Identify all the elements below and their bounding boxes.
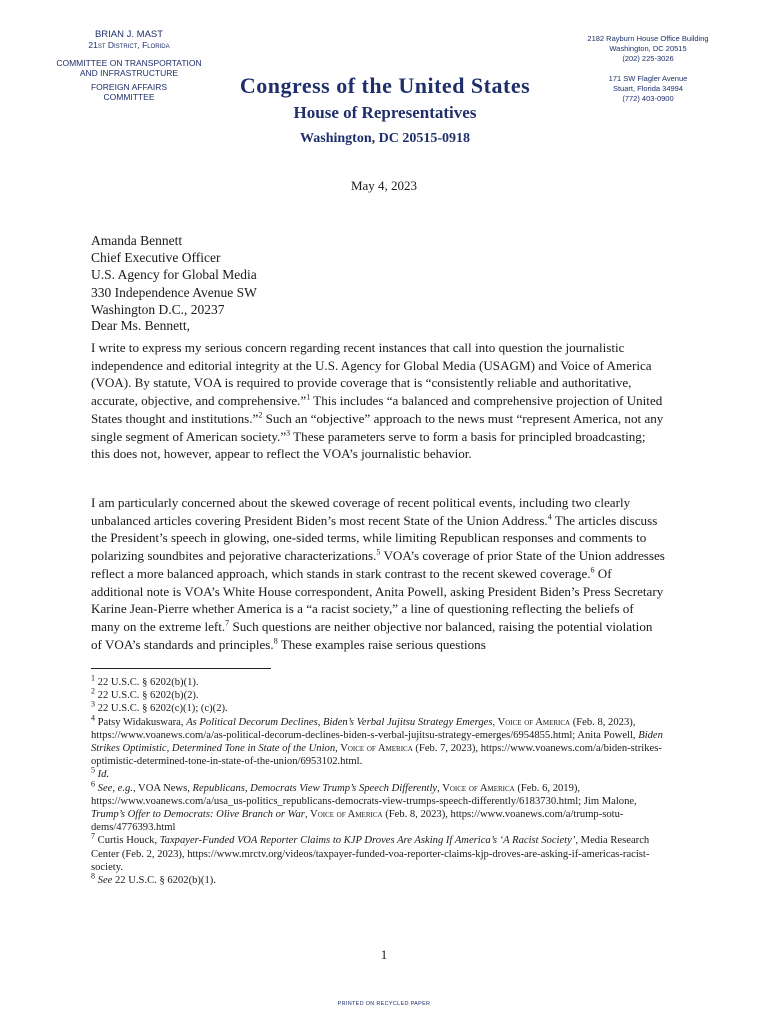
footnote-5-number: 5 xyxy=(91,765,95,775)
footnote-6-author-1: VOA News, xyxy=(135,782,193,794)
district-office-line-1: 171 SW Flagler Avenue xyxy=(608,74,688,83)
recycled-paper-notice: PRINTED ON RECYCLED PAPER xyxy=(337,1001,431,1007)
p2-text-f: These examples raise serious questions xyxy=(277,636,486,652)
salutation: Dear Ms. Bennett, xyxy=(91,318,190,333)
footnote-6-signal: See, e.g., xyxy=(95,782,136,794)
p2-text-b: The articles discuss the President’s speech in glowing, one-sided terms, while limiting Republican responses and comments to polarizing soundbites and pejorative characterizations. xyxy=(91,512,658,564)
district-office-phone: (772) 403-0900 xyxy=(622,94,674,103)
paragraph-2 xyxy=(91,494,666,653)
p1-text-c: Such an “objective” approach to the news must “represent America, not any single segment of American society.” xyxy=(91,410,664,444)
footnote-6-url-2: (Feb. 8, 2023), https://www.voanews.com/a/trump-sotu-dems/4776393.html xyxy=(91,809,624,834)
footnote-ref-3: 3 xyxy=(286,428,291,438)
paragraph-1 xyxy=(91,339,666,463)
footnote-8-text: 22 U.S.C. § 6202(b)(1). xyxy=(112,875,216,887)
p2-text-a: I am particularly concerned about the skewed coverage of recent political events, including two clearly unbalanced articles covering President Biden’s most recent State of the Union Address. xyxy=(91,495,631,528)
footnote-ref-4: 4 xyxy=(547,512,552,522)
footnote-ref-2: 2 xyxy=(258,410,263,420)
footnote-1-text: 22 U.S.C. § 6202(b)(1). xyxy=(95,677,199,688)
footnote-4-title-2: Biden Strikes Optimistic, Determined Tone in State of the Union xyxy=(91,729,663,755)
footnote-7-title: Taxpayer-Funded VOA Reporter Claims to KJP Droves Are Asking If America’s ‘A Racist Society’ xyxy=(159,835,576,847)
masthead-house: House of Representatives xyxy=(293,103,477,122)
footnote-3-text: 22 U.S.C. § 6202(c)(1); (c)(2). xyxy=(95,703,228,715)
footnote-6-title-2: Trump’s Offer to Democrats: Olive Branch or War xyxy=(91,809,305,821)
footnote-ref-7: 7 xyxy=(225,618,230,628)
footnote-5-text: Id. xyxy=(95,769,110,781)
district-office-line-2: Stuart, Florida 34994 xyxy=(612,84,684,93)
footnote-ref-1: 1 xyxy=(306,392,311,402)
footnote-ref-5: 5 xyxy=(376,547,381,557)
recipient-title: Chief Executive Officer xyxy=(91,250,221,266)
footnote-6 xyxy=(91,779,671,835)
p2-text-c: VOA’s coverage of prior State of the Union addresses reflect a more balanced approach, which stands in stark contrast to the recent skewed coverage. xyxy=(91,548,665,581)
recipient-agency: U.S. Agency for Global Media xyxy=(91,267,257,283)
footnote-7-number: 7 xyxy=(91,831,95,841)
footnote-4-source-2: , Voice of America xyxy=(335,743,413,755)
recipient-street: 330 Independence Avenue SW xyxy=(91,284,257,300)
footnote-4-title-1: As Political Decorum Declines, Biden’s Verbal Jujitsu Strategy Emerges xyxy=(186,716,493,728)
masthead-city: Washington, DC 20515-0918 xyxy=(300,131,470,146)
footnote-7-author: Curtis Houck, xyxy=(95,835,160,847)
footnote-4-url-1: (Feb. 8, 2023), https://www.voanews.com/a/as-political-decorum-declines-biden-s-verbal-jujitsu-strategy-emerges/6954855.html; Anita Powell, xyxy=(91,716,639,741)
footnote-2 xyxy=(91,686,671,702)
footnote-divider xyxy=(91,668,271,669)
footnote-4-url-2: (Feb. 7, 2023), https://www.voanews.com/a/biden-strikes-optimistic-determined-tone-in-state-of-the-union/6953102.html. xyxy=(91,743,662,768)
committee-1-line-1: COMMITTEE ON TRANSPORTATION xyxy=(56,58,202,68)
member-name: BRIAN J. MAST xyxy=(94,29,164,40)
footnote-4-author-1: Patsy Widakuswara, xyxy=(95,716,187,728)
committee-2-line-2: COMMITTEE xyxy=(103,92,155,102)
masthead-congress: Congress of the United States xyxy=(239,73,531,98)
footnote-3-number: 3 xyxy=(91,699,95,709)
dc-office-line-1: 2182 Rayburn House Office Building xyxy=(587,34,709,43)
dc-office-line-2: Washington, DC 20515 xyxy=(609,44,687,53)
footnote-ref-6: 6 xyxy=(590,565,595,575)
recipient-name: Amanda Bennett xyxy=(91,233,183,248)
footnote-1-number: 1 xyxy=(91,673,95,683)
footnote-2-text: 22 U.S.C. § 6202(b)(2). xyxy=(95,690,199,702)
dc-office-phone: (202) 225-3026 xyxy=(622,54,674,63)
footnote-6-number: 6 xyxy=(91,779,95,789)
letter-date: May 4, 2023 xyxy=(350,178,418,193)
footnote-6-source-1: , Voice of America xyxy=(437,782,515,794)
footnote-6-url-1: (Feb. 6, 2019), https://www.voanews.com/a/usa_us-politics_republicans-democrats-view-trumps-speech-differently/6183730.html; Jim Malone, xyxy=(91,782,637,807)
p1-text-d: These parameters serve to form a basis for principled broadcasting; this does not, however, appear to reflect the VOA’s journalistic behavior. xyxy=(91,428,646,462)
footnote-4-number: 4 xyxy=(91,713,95,723)
p1-text-a: I write to express my serious concern regarding recent instances that call into question the journalistic independence and editorial integrity at the U.S. Agency for Global Media (USAGM) and Voice of America (VOA). By statute, VOA is required to provide coverage that is “consistently reliable and authoritative, accurate, objective, and comprehensive.” xyxy=(91,340,652,409)
p1-text-b: This includes “a balanced and comprehensive projection of United States thought and institutions.” xyxy=(91,393,663,426)
p2-text-d: Of additional note is VOA’s White House correspondent, Anita Powell, asking President Biden’s Press Secretary Karine Jean-Pierre whether America is a “a racist society,” a line of questioning reflecting the beliefs of many on the extreme left. xyxy=(91,565,664,634)
footnotes xyxy=(91,673,671,887)
footnote-8 xyxy=(91,871,671,887)
p2-text-e: Such questions are neither objective nor balanced, raising the potential violation of VOA’s standards and principles. xyxy=(91,618,653,652)
footnote-ref-8: 8 xyxy=(273,636,278,646)
member-header xyxy=(44,30,214,102)
recipient-address xyxy=(91,232,257,318)
footnote-5 xyxy=(91,765,671,781)
committee-2-line-1: FOREIGN AFFAIRS xyxy=(90,82,168,92)
footnote-3 xyxy=(91,699,671,715)
page-number: 1 xyxy=(380,947,388,962)
footnote-7-source: , Media Research Center (Feb. 2, 2023), https://www.mrctv.org/videos/taxpayer-funded-voa-reporter-claims-kjp-droves-are-asking-if-americas-racist-society. xyxy=(91,835,650,873)
footnote-4 xyxy=(91,713,671,769)
footnote-2-number: 2 xyxy=(91,686,95,696)
committee-1-line-2: AND INFRASTRUCTURE xyxy=(79,68,179,78)
footnote-8-signal: See xyxy=(95,875,113,887)
letterhead-masthead xyxy=(200,72,570,150)
office-addresses xyxy=(578,34,718,104)
footnote-6-source-2: , Voice of America xyxy=(304,809,383,821)
footnote-7 xyxy=(91,831,671,874)
footnote-1 xyxy=(91,673,671,689)
footnote-6-title-1: Republicans, Democrats View Trump’s Speech Differently xyxy=(192,782,438,794)
footnote-8-number: 8 xyxy=(91,871,95,881)
recipient-city: Washington D.C., 20237 xyxy=(91,301,225,317)
footnote-4-source-1: , Voice of America xyxy=(492,716,571,728)
member-district: 21st District, Florida xyxy=(88,40,170,50)
